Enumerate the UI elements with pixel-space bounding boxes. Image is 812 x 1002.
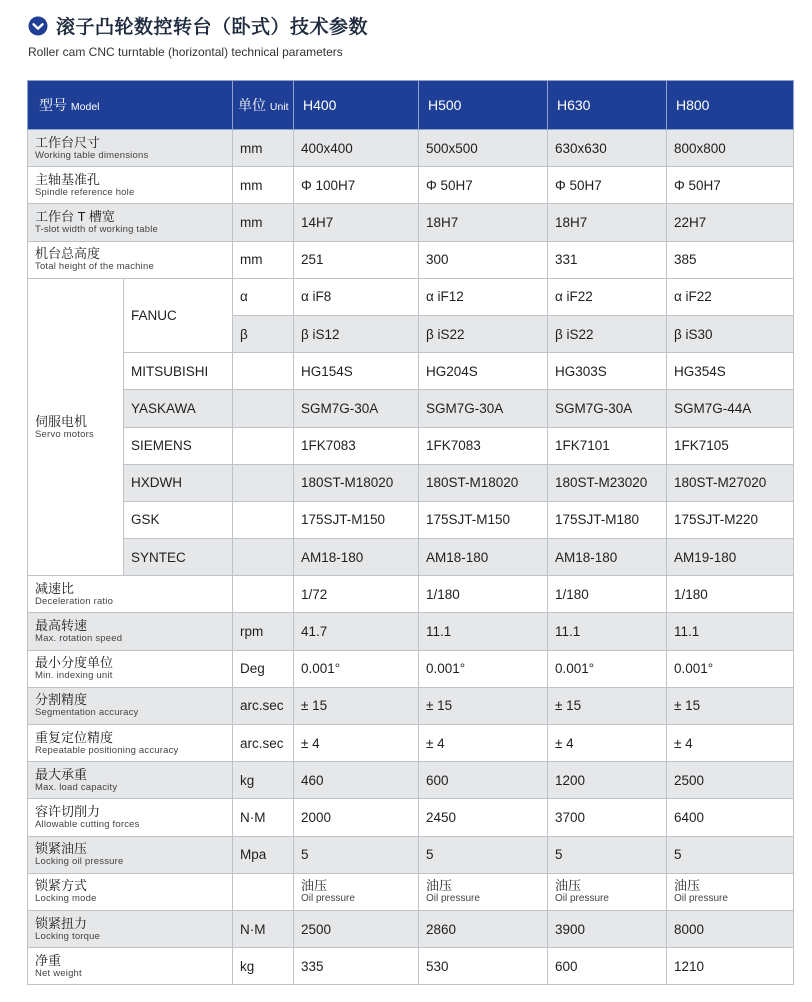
value-cell: ± 15 [294, 687, 419, 724]
row-label-zh: 工作台尺寸 [35, 134, 101, 150]
value-cell: 3900 [548, 910, 667, 947]
value-cell: HG154S [294, 353, 419, 390]
header-model-en: Model [70, 101, 100, 113]
value-cell: 180ST-M23020 [548, 464, 667, 501]
value-cell: 11.1 [667, 613, 794, 650]
table-row [28, 725, 794, 762]
unit-cell: mm [233, 167, 294, 204]
value-cell: 5 [419, 836, 548, 873]
value-cell: 180ST-M18020 [294, 464, 419, 501]
table-row [28, 873, 794, 910]
header-model-col: H400 [294, 81, 419, 130]
table-row [28, 130, 794, 167]
value-cell: 0.001° [548, 650, 667, 687]
value-cell: ± 4 [548, 725, 667, 762]
value-cell: 18H7 [419, 204, 548, 241]
table-row [28, 539, 794, 576]
value-cell: 2500 [294, 910, 419, 947]
table-header-row [28, 81, 794, 130]
value-cell: 1FK7083 [419, 427, 548, 464]
row-label-zh: 锁紧扭力 [35, 915, 88, 931]
value-cell: 0.001° [294, 650, 419, 687]
unit-cell: N·M [233, 799, 294, 836]
value-en: Oil pressure [555, 893, 609, 905]
value-cell: 14H7 [294, 204, 419, 241]
value-cell [419, 873, 548, 910]
brand-cell: HXDWH [124, 464, 233, 501]
value-cell: 180ST-M18020 [419, 464, 548, 501]
value-cell: 5 [667, 836, 794, 873]
value-cell: 1FK7101 [548, 427, 667, 464]
value-cell: 11.1 [419, 613, 548, 650]
row-label [28, 762, 233, 799]
value-cell: β iS22 [419, 315, 548, 352]
unit-cell: kg [233, 762, 294, 799]
table-row [28, 910, 794, 947]
unit-cell: mm [233, 204, 294, 241]
value-cell: 2450 [419, 799, 548, 836]
value-cell: 1FK7105 [667, 427, 794, 464]
value-cell: α iF8 [294, 278, 419, 315]
value-cell: HG354S [667, 353, 794, 390]
unit-cell: arc.sec [233, 687, 294, 724]
value-cell: 600 [419, 762, 548, 799]
row-label [28, 725, 233, 762]
title-row [28, 12, 368, 39]
header-unit-en: Unit [269, 101, 289, 113]
unit-cell: Deg [233, 650, 294, 687]
value-cell: 8000 [667, 910, 794, 947]
header-model-zh: 型号 [39, 97, 67, 113]
unit-cell: N·M [233, 910, 294, 947]
value-cell: AM19-180 [667, 539, 794, 576]
value-cell: 2000 [294, 799, 419, 836]
row-label [28, 241, 233, 278]
value-cell: 5 [294, 836, 419, 873]
unit-cell [233, 353, 294, 390]
unit-cell: arc.sec [233, 725, 294, 762]
table-row [28, 799, 794, 836]
value-cell: 41.7 [294, 613, 419, 650]
value-cell: 460 [294, 762, 419, 799]
row-label-en: Max. rotation speed [35, 633, 123, 645]
sub-type-cell: β [233, 315, 294, 352]
value-cell: Φ 50H7 [667, 167, 794, 204]
value-cell: ± 4 [667, 725, 794, 762]
table-row [28, 241, 794, 278]
value-cell: β iS12 [294, 315, 419, 352]
row-label [28, 873, 233, 910]
value-cell: 175SJT-M180 [548, 501, 667, 538]
check-circle-icon [28, 16, 48, 36]
value-cell: 6400 [667, 799, 794, 836]
value-cell: α iF22 [548, 278, 667, 315]
value-cell: 18H7 [548, 204, 667, 241]
row-label-zh: 最高转速 [35, 618, 88, 634]
value-cell: α iF12 [419, 278, 548, 315]
unit-cell [233, 501, 294, 538]
table-row [28, 948, 794, 985]
page-subtitle: Roller cam CNC turntable (horizontal) technical parameters [28, 45, 343, 59]
row-label [28, 204, 233, 241]
row-label [28, 836, 233, 873]
value-cell: 335 [294, 948, 419, 985]
value-cell: HG204S [419, 353, 548, 390]
row-label-en: Locking torque [35, 930, 101, 942]
value-cell: β iS30 [667, 315, 794, 352]
table-row [28, 204, 794, 241]
table-row [28, 836, 794, 873]
header-unit-zh: 单位 [238, 97, 266, 113]
value-cell: 175SJT-M150 [419, 501, 548, 538]
value-cell: AM18-180 [548, 539, 667, 576]
brand-cell: GSK [124, 501, 233, 538]
table-row [28, 613, 794, 650]
row-label-zh: 分割精度 [35, 692, 88, 708]
value-cell: 175SJT-M220 [667, 501, 794, 538]
unit-cell: kg [233, 948, 294, 985]
row-label-zh: 机台总高度 [35, 246, 101, 262]
value-cell: 300 [419, 241, 548, 278]
row-label-en: Allowable cutting forces [35, 818, 140, 830]
value-cell: 1/180 [667, 576, 794, 613]
servo-label [28, 278, 124, 576]
table-row [28, 353, 794, 390]
table-row [28, 167, 794, 204]
header-model-col: H800 [667, 81, 794, 130]
brand-cell: MITSUBISHI [124, 353, 233, 390]
row-label-en: Spindle reference hole [35, 186, 135, 198]
row-label-en: Total height of the machine [35, 261, 154, 273]
value-cell: 251 [294, 241, 419, 278]
spec-table [27, 80, 794, 985]
row-label [28, 650, 233, 687]
value-cell: 0.001° [419, 650, 548, 687]
value-cell: 2500 [667, 762, 794, 799]
header-unit [233, 81, 294, 130]
row-label [28, 613, 233, 650]
unit-cell: rpm [233, 613, 294, 650]
table-row [28, 427, 794, 464]
row-label-zh: 工作台 T 槽宽 [35, 208, 115, 224]
header-model [28, 81, 233, 130]
value-cell: β iS22 [548, 315, 667, 352]
value-cell: 331 [548, 241, 667, 278]
row-label-zh: 减速比 [35, 580, 75, 596]
row-label-en: Locking oil pressure [35, 856, 124, 868]
value-cell [548, 873, 667, 910]
servo-label-zh: 伺服电机 [35, 413, 88, 429]
value-cell: 22H7 [667, 204, 794, 241]
row-label [28, 948, 233, 985]
value-cell: 1/180 [419, 576, 548, 613]
row-label-zh: 最小分度单位 [35, 655, 114, 671]
table-body [28, 130, 794, 985]
value-cell: HG303S [548, 353, 667, 390]
page-title: 滚子凸轮数控转台（卧式）技术参数 [56, 17, 369, 38]
value-zh: 油压 [674, 878, 701, 894]
table-row [28, 576, 794, 613]
table-row [28, 762, 794, 799]
value-en: Oil pressure [426, 893, 480, 905]
value-cell: SGM7G-30A [548, 390, 667, 427]
value-cell: 400x400 [294, 130, 419, 167]
table-row [28, 464, 794, 501]
row-label-en: Working table dimensions [35, 149, 149, 161]
header-model-col: H500 [419, 81, 548, 130]
value-cell: 3700 [548, 799, 667, 836]
row-label-en: Max. load capacity [35, 781, 118, 793]
value-cell: 175SJT-M150 [294, 501, 419, 538]
value-cell: AM18-180 [419, 539, 548, 576]
value-cell: 600 [548, 948, 667, 985]
table-row [28, 650, 794, 687]
row-label-zh: 重复定位精度 [35, 729, 114, 745]
value-cell [294, 873, 419, 910]
value-cell: ± 15 [548, 687, 667, 724]
value-cell: 0.001° [667, 650, 794, 687]
value-cell: 630x630 [548, 130, 667, 167]
brand-cell: YASKAWA [124, 390, 233, 427]
row-label [28, 130, 233, 167]
table-row [28, 390, 794, 427]
unit-cell [233, 390, 294, 427]
value-cell: 385 [667, 241, 794, 278]
row-label-zh: 净重 [35, 952, 62, 968]
value-cell: SGM7G-30A [419, 390, 548, 427]
value-cell: 5 [548, 836, 667, 873]
unit-cell: Mpa [233, 836, 294, 873]
row-label [28, 576, 233, 613]
row-label-en: Locking mode [35, 893, 97, 905]
row-label-en: T-slot width of working table [35, 223, 159, 235]
row-label [28, 910, 233, 947]
unit-cell [233, 873, 294, 910]
row-label-en: Net weight [35, 967, 82, 979]
brand-cell: FANUC [124, 278, 233, 352]
row-label-en: Segmentation accuracy [35, 707, 139, 719]
value-cell: 530 [419, 948, 548, 985]
value-zh: 油压 [301, 878, 328, 894]
row-label [28, 167, 233, 204]
value-cell: 2860 [419, 910, 548, 947]
value-cell: 1210 [667, 948, 794, 985]
value-en: Oil pressure [301, 893, 355, 905]
value-cell: Φ 100H7 [294, 167, 419, 204]
unit-cell: mm [233, 241, 294, 278]
value-cell: ± 15 [419, 687, 548, 724]
value-zh: 油压 [555, 878, 582, 894]
row-label-zh: 容许切削力 [35, 803, 101, 819]
value-cell: Φ 50H7 [548, 167, 667, 204]
brand-cell: SYNTEC [124, 539, 233, 576]
value-cell: 800x800 [667, 130, 794, 167]
unit-cell [233, 427, 294, 464]
value-cell: 1/72 [294, 576, 419, 613]
table-row [28, 687, 794, 724]
value-cell: ± 15 [667, 687, 794, 724]
row-label-zh: 锁紧方式 [35, 878, 88, 894]
unit-cell [233, 576, 294, 613]
value-cell: 1/180 [548, 576, 667, 613]
value-cell: 1FK7083 [294, 427, 419, 464]
value-cell: 11.1 [548, 613, 667, 650]
unit-cell [233, 539, 294, 576]
header-model-col: H630 [548, 81, 667, 130]
value-cell: ± 4 [419, 725, 548, 762]
value-cell: ± 4 [294, 725, 419, 762]
table-row [28, 501, 794, 538]
value-cell: AM18-180 [294, 539, 419, 576]
row-label [28, 687, 233, 724]
servo-label-en: Servo motors [35, 428, 94, 440]
value-cell: SGM7G-44A [667, 390, 794, 427]
unit-cell: mm [233, 130, 294, 167]
row-label [28, 799, 233, 836]
row-label-zh: 锁紧油压 [35, 841, 88, 857]
value-cell: 180ST-M27020 [667, 464, 794, 501]
brand-cell: SIEMENS [124, 427, 233, 464]
value-cell [667, 873, 794, 910]
row-label-en: Deceleration ratio [35, 595, 114, 607]
value-zh: 油压 [426, 878, 453, 894]
value-cell: SGM7G-30A [294, 390, 419, 427]
row-label-zh: 最大承重 [35, 766, 88, 782]
row-label-en: Repeatable positioning accuracy [35, 744, 179, 756]
table-row [28, 278, 794, 315]
page-header [28, 12, 368, 59]
row-label-en: Min. indexing unit [35, 670, 113, 682]
value-cell: Φ 50H7 [419, 167, 548, 204]
value-cell: 500x500 [419, 130, 548, 167]
value-cell: 1200 [548, 762, 667, 799]
row-label-zh: 主轴基准孔 [35, 171, 101, 187]
value-cell: α iF22 [667, 278, 794, 315]
value-en: Oil pressure [674, 893, 728, 905]
sub-type-cell: α [233, 278, 294, 315]
unit-cell [233, 464, 294, 501]
